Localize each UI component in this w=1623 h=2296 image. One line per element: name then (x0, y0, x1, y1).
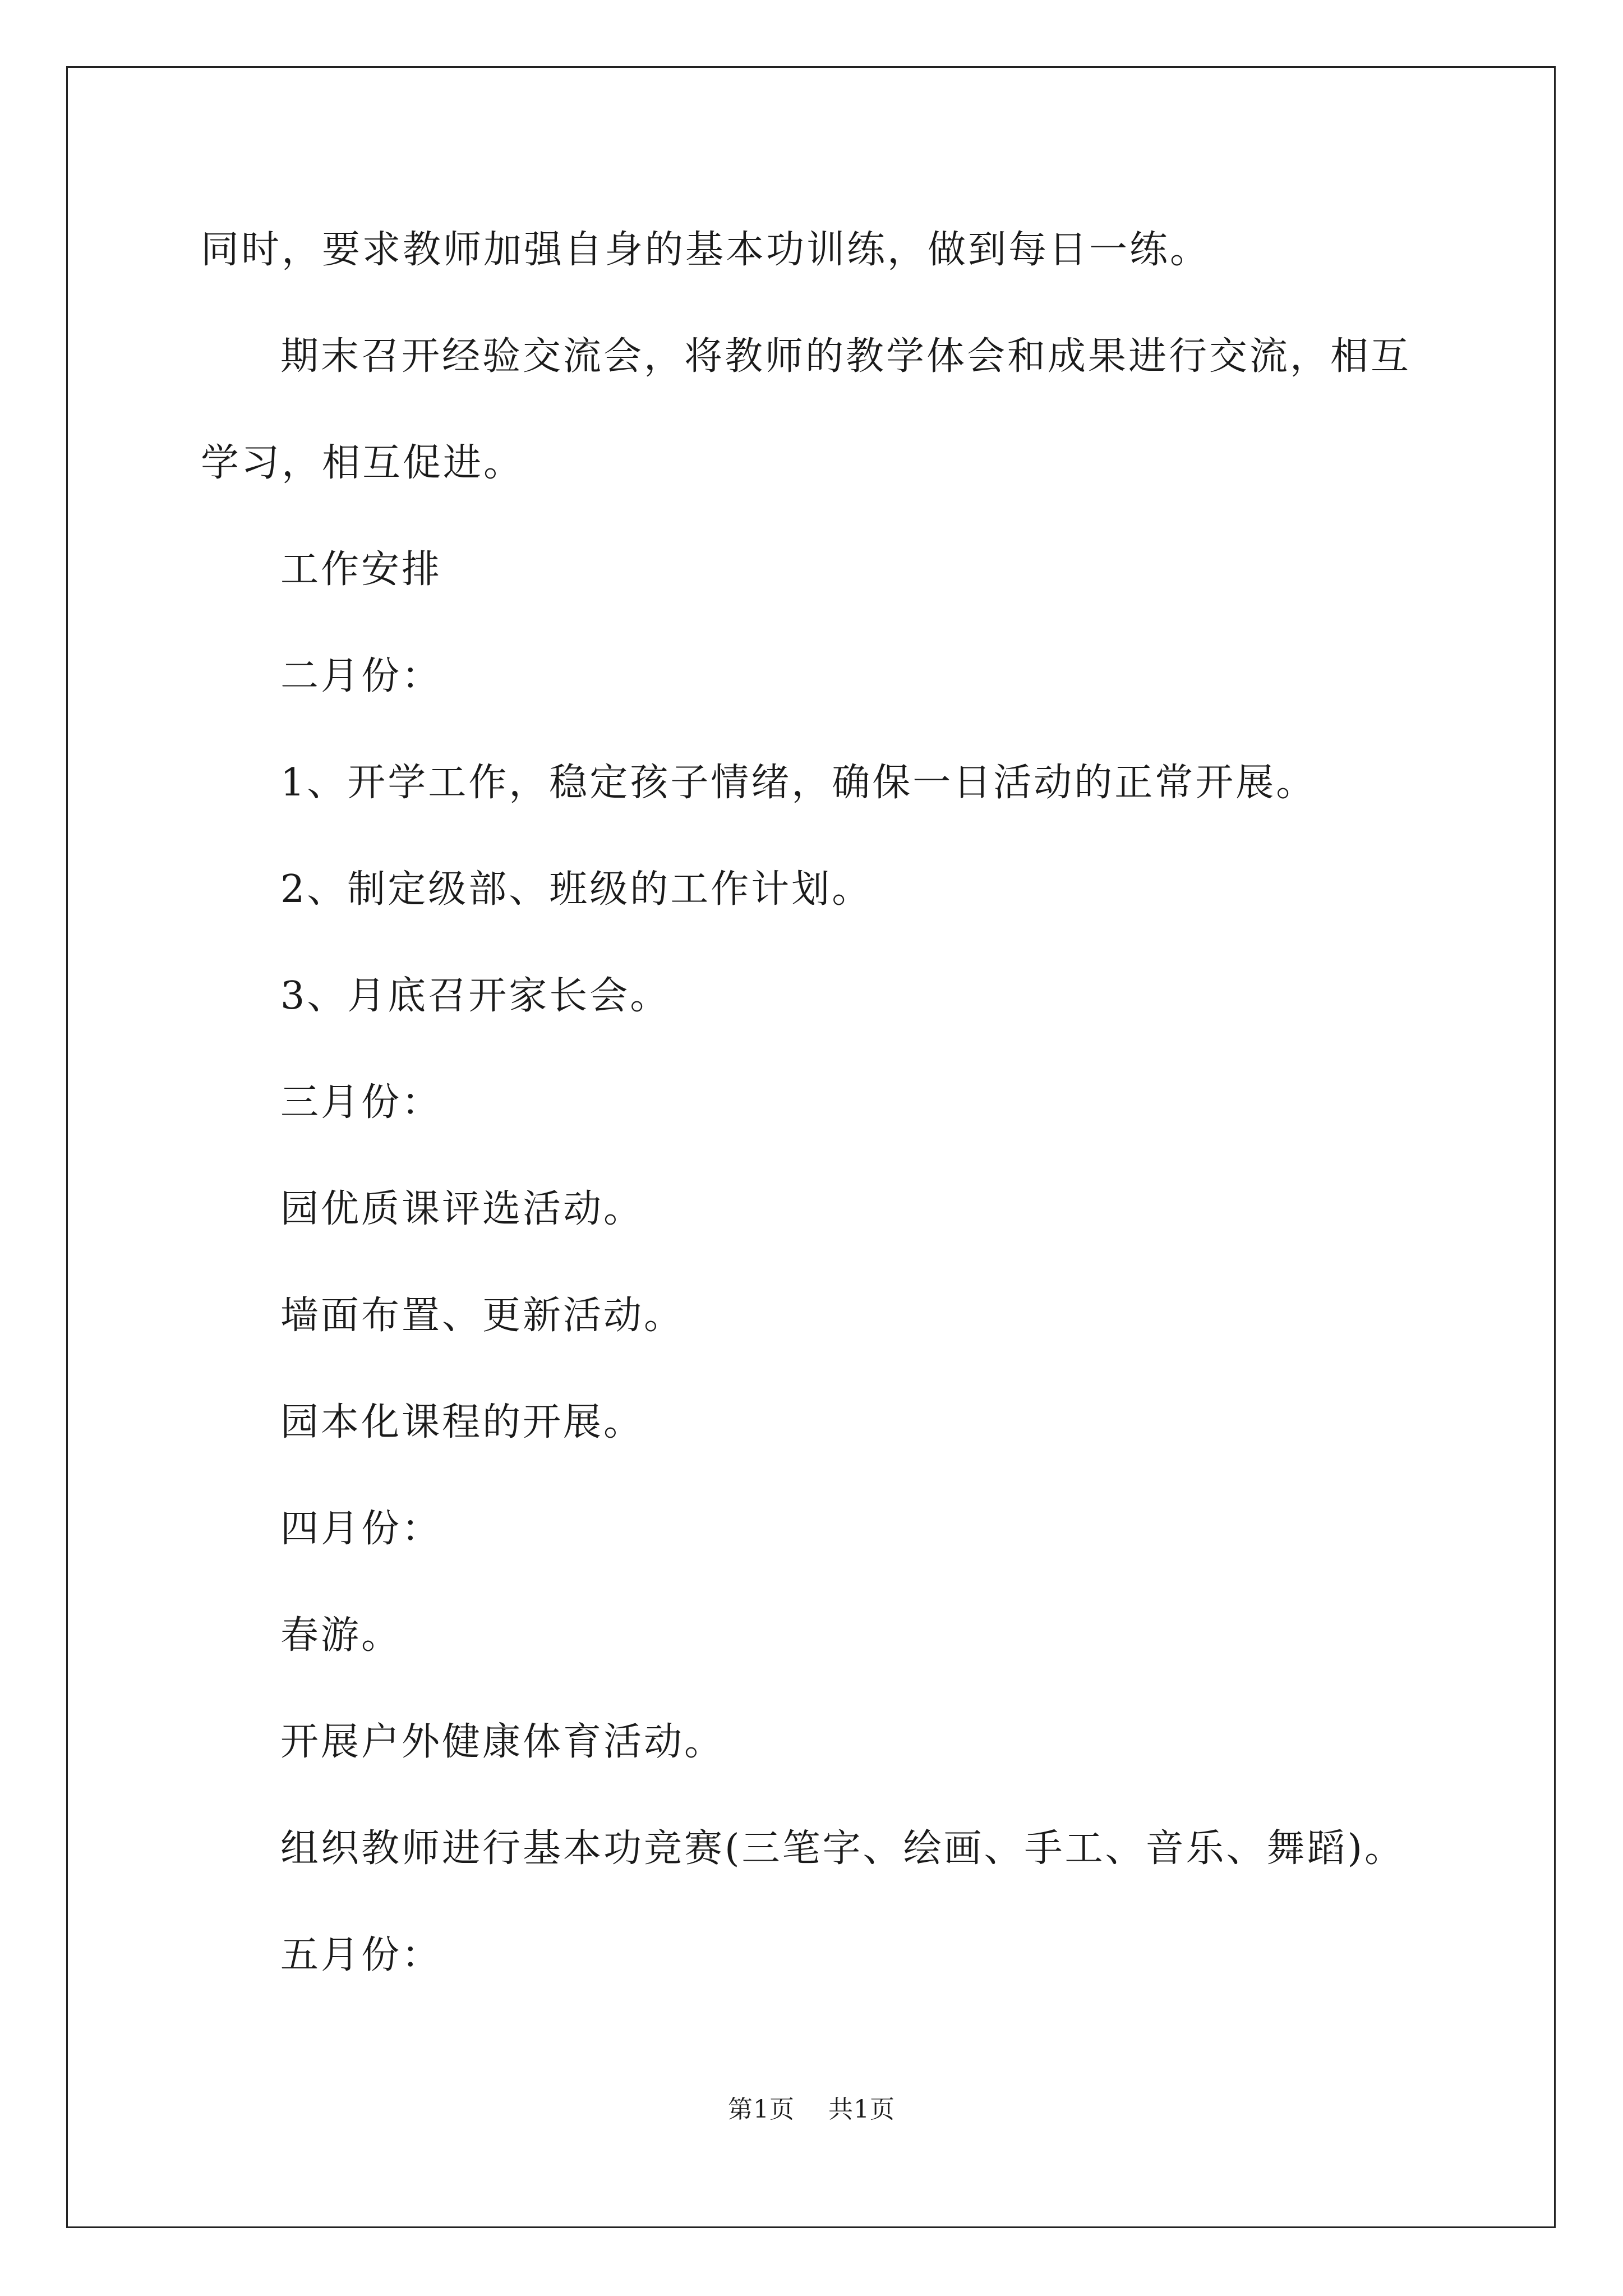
page-border (66, 66, 1556, 2228)
month-heading: 二月份： (280, 654, 442, 698)
page-total: 共1页 (828, 2095, 895, 2124)
month-heading: 五月份： (280, 1933, 442, 1977)
list-item: 组织教师进行基本功竞赛(三笔字、绘画、手工、音乐、舞蹈)。 (280, 1826, 1405, 1871)
list-item: 园本化课程的开展。 (280, 1400, 644, 1444)
list-item: 开展户外健康体育活动。 (280, 1720, 725, 1764)
page-footer (0, 2096, 1623, 2124)
paragraph: 学习，相互促进。 (201, 441, 524, 485)
list-item: 春游。 (280, 1613, 402, 1658)
paragraph: 期末召开经验交流会，将教师的教学体会和成果进行交流，相互 (280, 334, 1412, 379)
list-item: 2、制定级部、班级的工作计划。 (280, 867, 873, 912)
list-item: 1、开学工作，稳定孩子情绪，确保一日活动的正常开展。 (280, 761, 1317, 805)
month-heading: 三月份： (280, 1080, 442, 1125)
list-item: 园优质课评选活动。 (280, 1187, 644, 1231)
list-item: 3、月底召开家长会。 (280, 974, 671, 1018)
paragraph: 同时，要求教师加强自身的基本功训练，做到每日一练。 (201, 228, 1211, 272)
month-heading: 四月份： (280, 1507, 442, 1551)
section-heading: 工作安排 (280, 547, 442, 592)
list-item: 墙面布置、更新活动。 (280, 1294, 685, 1338)
page-number: 第1页 (728, 2095, 795, 2124)
